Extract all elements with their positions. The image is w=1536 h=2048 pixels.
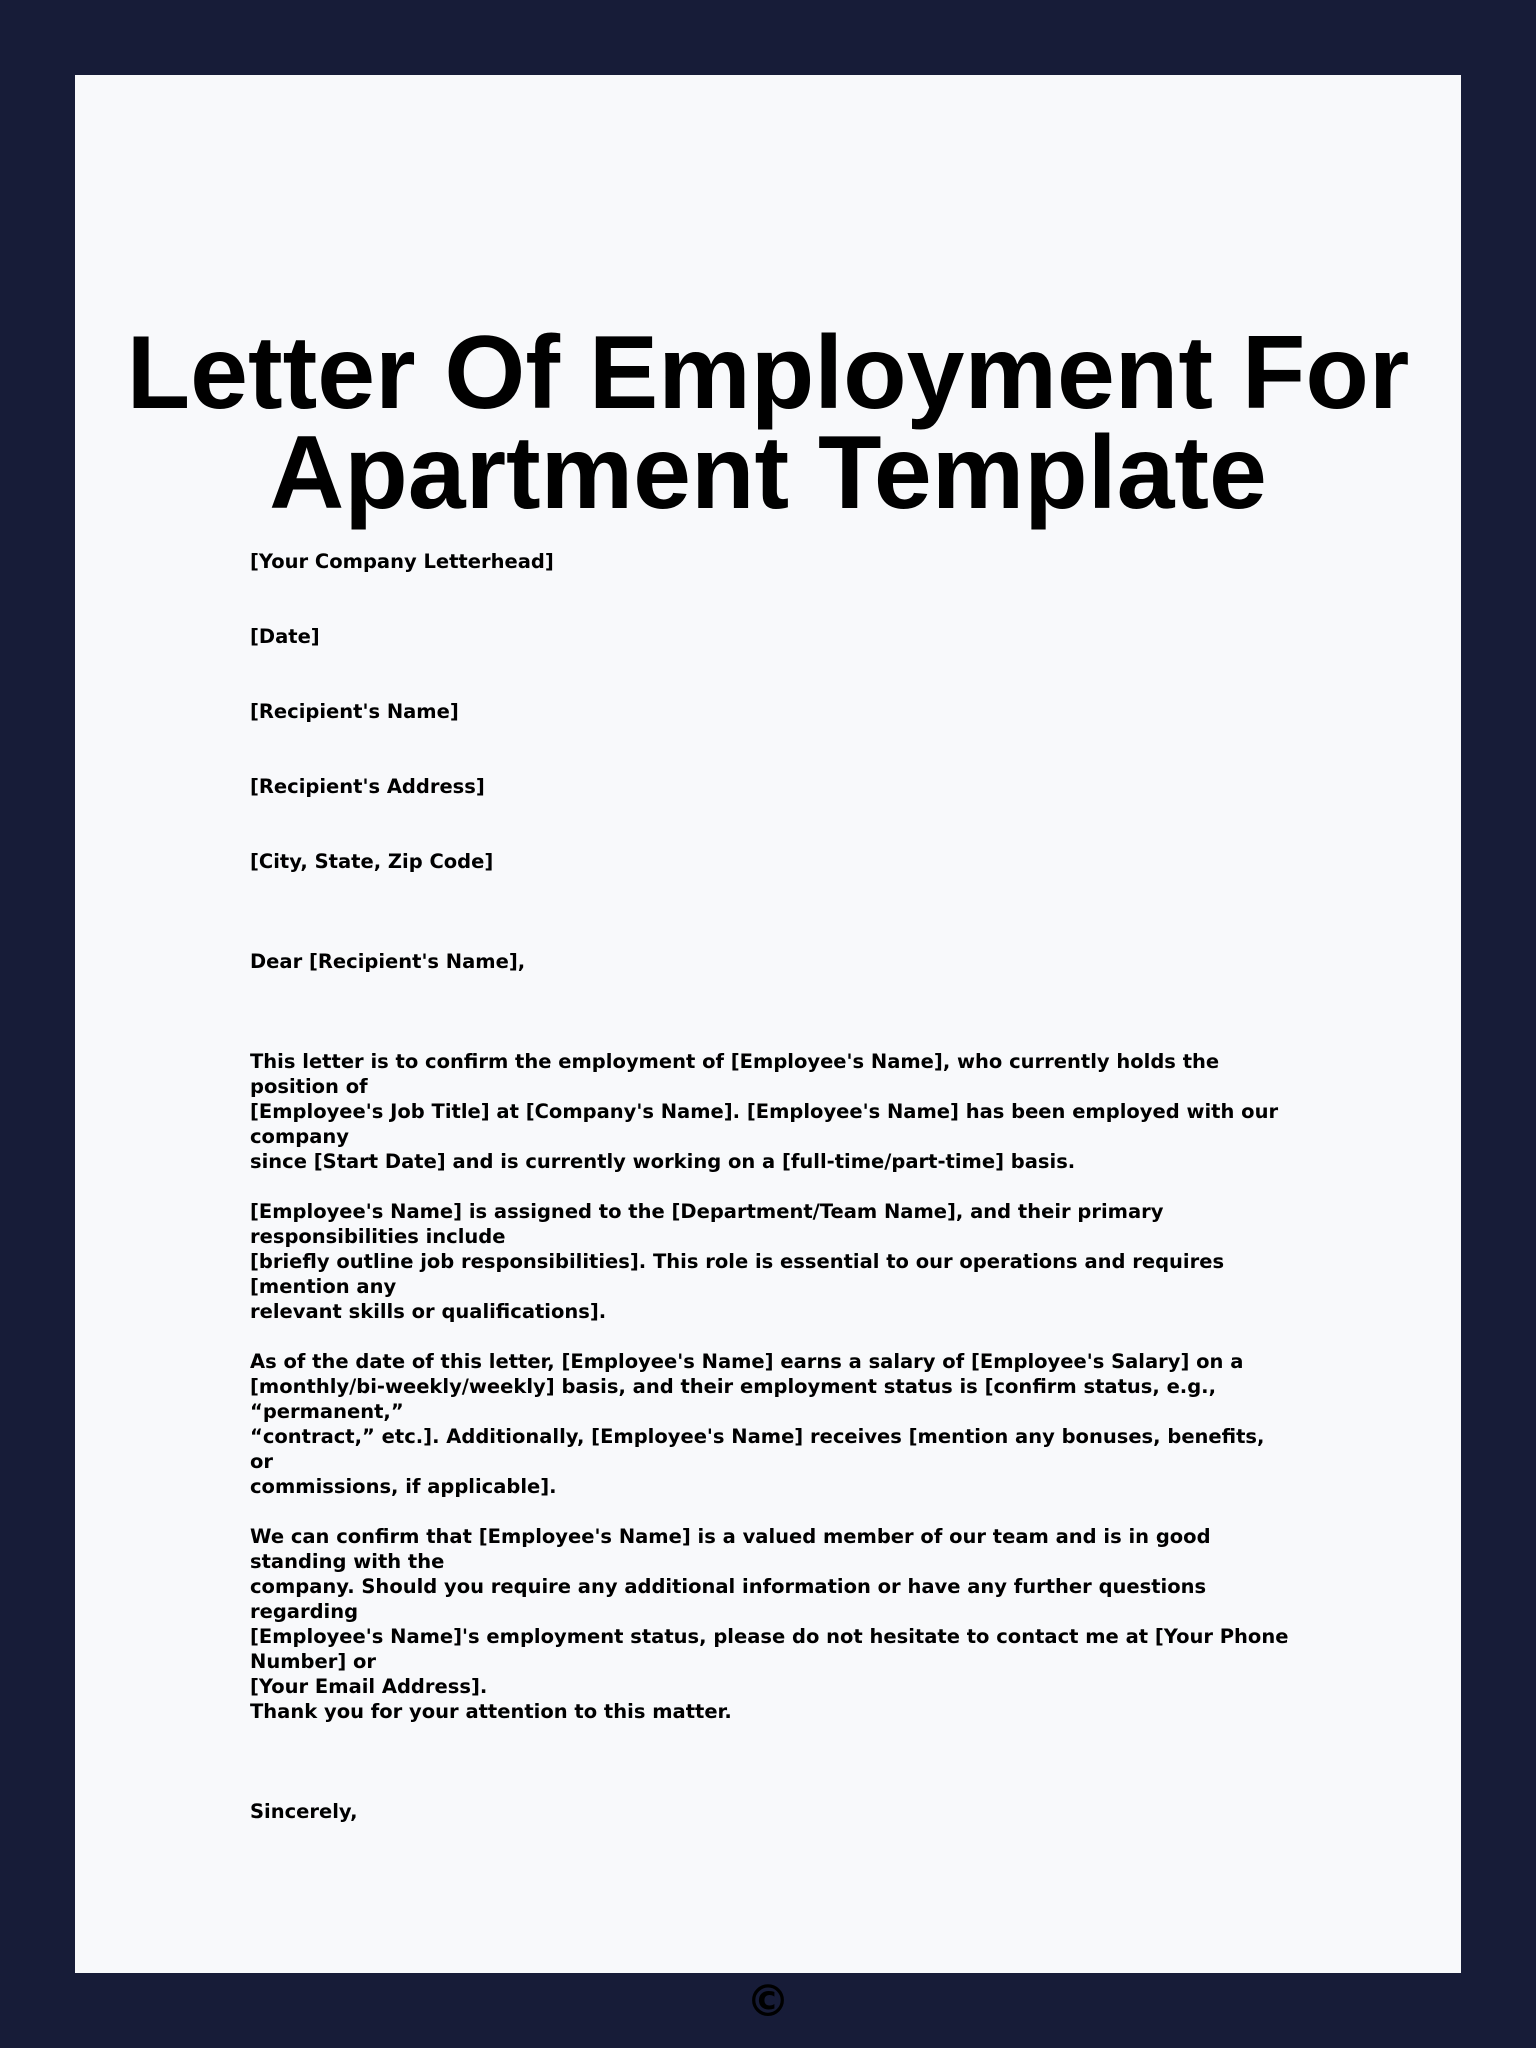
document-title: Letter Of Employment For Apartment Template: [126, 315, 1410, 531]
document-page: [75, 75, 1461, 2027]
recipient-address-placeholder: [Recipient's Address]: [250, 775, 485, 798]
city-state-zip-placeholder: [City, State, Zip Code]: [250, 850, 494, 873]
recipient-name-placeholder: [Recipient's Name]: [250, 700, 459, 723]
date-placeholder: [Date]: [250, 625, 320, 648]
sign-off: Sincerely,: [250, 1800, 358, 1823]
paragraph: [Employee's Name] is assigned to the [Department/Team Name], and their primary responsibilities include [briefly outline job responsibilities]. This role is essential to our operations and requires [mention any relevant skills or qualifications].: [250, 1200, 1225, 1323]
letterhead-placeholder: [Your Company Letterhead]: [250, 550, 554, 573]
copyright-icon: ©: [746, 1976, 790, 2027]
paragraph: We can confirm that [Employee's Name] is a valued member of our team and is in good standing with the company. Should you require any additional information or have any further questions regarding [Employee's Name]'s employment status, please do not hesitate to contact me at [Your Phone Number] or [Your Email Address].: [250, 1525, 1289, 1698]
salutation: Dear [Recipient's Name],: [250, 950, 526, 973]
closing-line: Thank you for your attention to this matter.: [250, 1700, 732, 1723]
paragraph: As of the date of this letter, [Employee's Name] earns a salary of [Employee's Salary] on a [monthly/bi-weekly/weekly] basis, and their employment status is [confirm status, e.g., “permanent,” “contract,” etc.]. Additionally, [Employee's Name] receives [mention any bonuses, benefits, or commissions, if applicable].: [250, 1350, 1265, 1498]
paragraph: This letter is to confirm the employment of [Employee's Name], who currently holds the position of [Employee's Job Title] at [Company's Name]. [Employee's Name] has been employed with our company since [Start Date] and is currently working on a [full-time/part-time] basis.: [250, 1050, 1279, 1173]
